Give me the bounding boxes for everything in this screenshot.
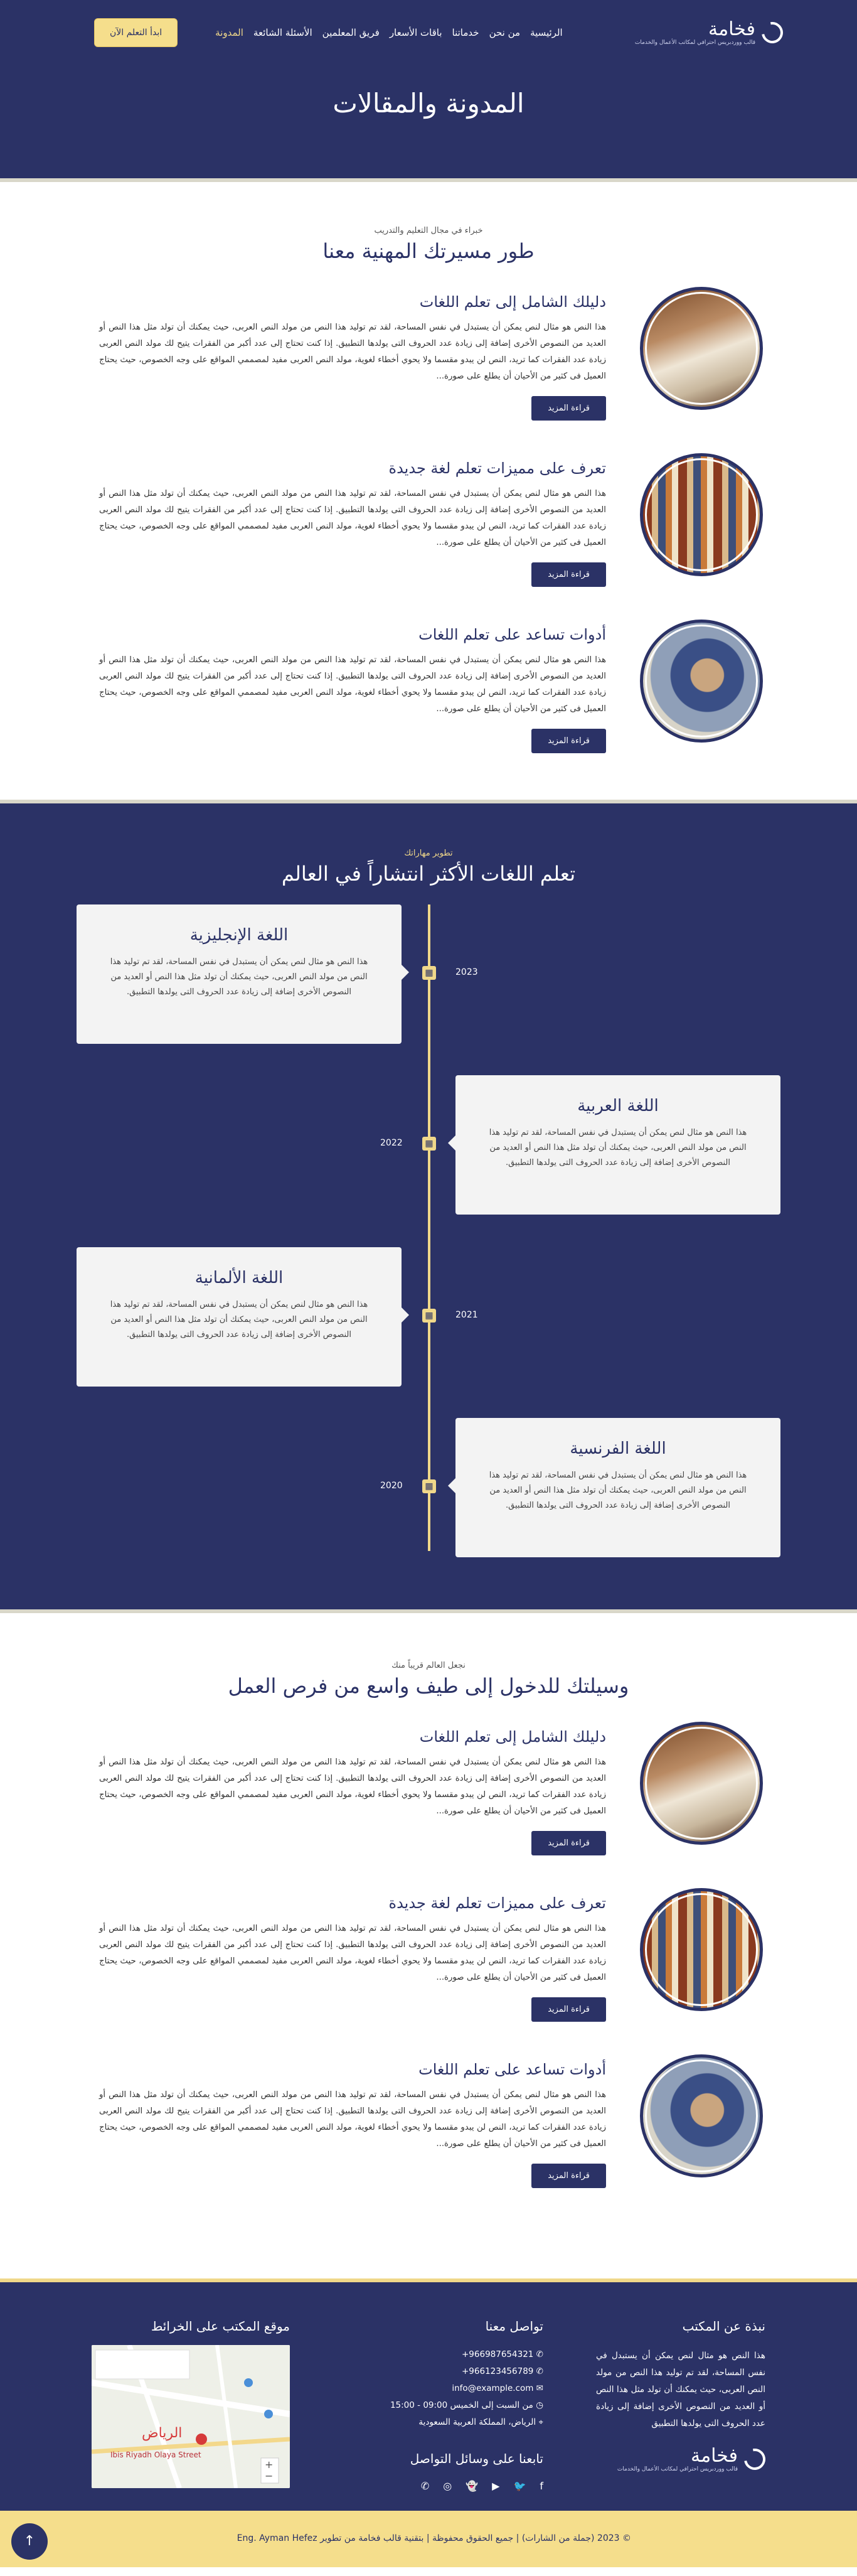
map-graphic [92,2345,290,2488]
address: الرياض، المملكة العربية السعودية [418,2417,536,2427]
menu-item-home[interactable]: الرئيسية [530,27,563,38]
article-title[interactable]: أدوات تساعد على تعلم اللغات [418,2061,606,2078]
calendar-icon: ▦ [422,1479,436,1493]
menu-item-services[interactable]: خدماتنا [452,27,479,38]
article-card [99,453,763,587]
timeline-text: هذا النص هو مثال لنص يمكن أن يستبدل في نفس المساحة، لقد تم توليد هذا النص من مولد النص العربى، حيث يمكنك أن تولد مثل هذا النص أو العديد من النصوص الأخرى إضافة إلى زيادة عدد الحروف التى يولدها التطبيق. [110,957,368,997]
article-image-student[interactable] [640,2054,763,2177]
page-header [0,0,857,182]
address-item [386,2414,543,2431]
logo-subtitle: قالب ووردبريس احترافي لمكاتب الأعمال والخدمات [617,2466,738,2472]
phone-1: +966987654321 [462,2349,534,2359]
menu-item-teachers[interactable]: فريق المعلمين [322,27,380,38]
section-kicker: نجعل العالم قريباً منك [391,1661,466,1670]
article-image-bookshelf[interactable] [640,1888,763,2011]
facebook-icon[interactable]: f [540,2480,543,2492]
timeline-year: 2020 [380,1481,403,1491]
article-excerpt: هذا النص هو مثال لنص يمكن أن يستبدل في نفس المساحة، لقد تم توليد هذا النص من مولد النص العربى، حيث يمكنك أن تولد مثل هذا النص أو العديد من النصوص الأخرى إضافة إلى زيادة عدد الحروف التى يولدها التطبيق. إذا كنت تحتاج إلى عدد أكبر من الفقرات يتيح لك مولد النص العربى زيادة عدد الفقرات كما تريد، النص لن يبدو مقسما ولا يحوي أخطاء لغوية، مولد النص العربى مفيد لمصممي المواقع على وجه الخصوص، حيث يحتاج العميل فى كثير من الأحيان أن يطلع على صورة... [99,323,606,381]
footer-bottom-bar [0,2511,857,2567]
site-footer [0,2278,857,2567]
article-title[interactable]: دليلك الشامل إلى تعلم اللغات [419,1728,606,1746]
page-title: المدونة والمقالات [333,88,524,119]
article-image-student[interactable] [640,620,763,743]
timeline-text: هذا النص هو مثال لنص يمكن أن يستبدل في نفس المساحة، لقد تم توليد هذا النص من مولد النص العربى، حيث يمكنك أن تولد مثل هذا النص أو العديد من النصوص الأخرى إضافة إلى زيادة عدد الحروف التى يولدها التطبيق. [489,1471,747,1510]
timeline-title: تعلم اللغات الأكثر انتشاراً في العالم [281,862,576,886]
article-card [99,1722,763,1855]
timeline-text: هذا النص هو مثال لنص يمكن أن يستبدل في نفس المساحة، لقد تم توليد هذا النص من مولد النص العربى، حيث يمكنك أن تولد مثل هذا النص أو العديد من النصوص الأخرى إضافة إلى زيادة عدد الحروف التى يولدها التطبيق. [489,1128,747,1167]
timeline-year: 2021 [455,1310,478,1320]
article-image-bookshelf[interactable] [640,453,763,576]
logo-swirl-icon [757,18,787,47]
phone-icon: ✆ [533,2366,543,2376]
languages-timeline [0,803,857,1613]
whatsapp-icon[interactable]: ✆ [420,2480,430,2492]
article-excerpt: هذا النص هو مثال لنص يمكن أن يستبدل في نفس المساحة، لقد تم توليد هذا النص من مولد النص العربى، حيث يمكنك أن تولد مثل هذا النص أو العديد من النصوص الأخرى إضافة إلى زيادة عدد الحروف التى يولدها التطبيق. إذا كنت تحتاج إلى عدد أكبر من الفقرات يتيح لك مولد النص العربى زيادة عدد الفقرات كما تريد، النص لن يبدو مقسما ولا يحوي أخطاء لغوية، مولد النص العربى مفيد لمصممي المواقع على وجه الخصوص، حيث يحتاج العميل فى كثير من الأحيان أن يطلع على صورة... [99,1924,606,1982]
menu-item-faq[interactable]: الأسئلة الشائعة [253,27,312,38]
social-links [386,2480,543,2492]
timeline-line [428,904,430,1551]
instagram-icon[interactable]: ◎ [443,2480,452,2492]
timeline-card [455,1418,780,1557]
main-menu [215,27,563,38]
start-learning-button[interactable]: ابدأ التعلم الآن [94,18,178,47]
footer-about-title: نبذة عن المكتب [682,2319,765,2334]
article-card [99,287,763,421]
timeline-language: اللغة الألمانية [194,1269,284,1287]
location-pin-icon: ⌖ [536,2417,543,2427]
read-more-button[interactable]: قراءة المزيد [531,562,606,587]
menu-item-about[interactable]: من نحن [489,27,521,38]
section-title: طور مسيرتك المهنية معنا [322,239,535,263]
article-excerpt: هذا النص هو مثال لنص يمكن أن يستبدل في نفس المساحة، لقد تم توليد هذا النص من مولد النص العربى، حيث يمكنك أن تولد مثل هذا النص أو العديد من النصوص الأخرى إضافة إلى زيادة عدد الحروف التى يولدها التطبيق. إذا كنت تحتاج إلى عدد أكبر من الفقرات يتيح لك مولد النص العربى زيادة عدد الفقرات كما تريد، النص لن يبدو مقسما ولا يحوي أخطاء لغوية، مولد النص العربى مفيد لمصممي المواقع على وجه الخصوص، حيث يحتاج العميل فى كثير من الأحيان أن يطلع على صورة... [99,489,606,547]
timeline-year: 2023 [455,967,478,977]
career-section [0,182,857,803]
timeline-card [455,1075,780,1215]
section-title: وسيلتك للدخول إلى طيف واسع من فرص العمل [228,1674,629,1698]
scroll-to-top-button[interactable]: ↑ [11,2523,48,2560]
work-hours: من السبت إلى الخميس 09:00 - 15:00 [390,2400,533,2410]
phone-2: +966123456789 [462,2366,534,2376]
office-map[interactable] [92,2345,290,2488]
footer-logo[interactable] [596,2446,765,2472]
logo-name: فخامة [691,2445,738,2467]
timeline [0,904,857,1551]
phone-item[interactable] [386,2363,543,2380]
hours-item [386,2397,543,2414]
social-title: تابعنا على وسائل التواصل [410,2451,543,2466]
twitter-icon[interactable]: 🐦 [513,2480,526,2492]
footer-about [596,2319,765,2472]
timeline-language: اللغة العربية [577,1097,659,1115]
article-image-open-book[interactable] [640,287,763,410]
phone-item[interactable] [386,2346,543,2363]
calendar-icon: ▦ [422,1137,436,1151]
logo-subtitle: قالب ووردبريس احترافي لمكاتب الأعمال والخدمات [634,40,755,46]
footer-about-text: هذا النص هو مثال لنص يمكن أن يستبدل في نفس المساحة، لقد تم توليد هذا النص من مولد النص العربى، حيث يمكنك أن تولد مثل هذا النص أو العديد من النصوص الأخرى إضافة إلى زيادة عدد الحروف التى يولدها التطبيق [596,2351,765,2428]
map-zoom-control[interactable]: + − [265,2459,274,2482]
article-card [99,1888,763,2022]
jobs-section [0,1613,857,2278]
article-title[interactable]: دليلك الشامل إلى تعلم اللغات [419,293,606,311]
section-kicker: خبراء في مجال التعليم والتدريب [374,226,483,235]
email-icon: ✉ [533,2383,543,2393]
timeline-year: 2022 [380,1138,403,1148]
article-image-open-book[interactable] [640,1722,763,1845]
timeline-text: هذا النص هو مثال لنص يمكن أن يستبدل في نفس المساحة، لقد تم توليد هذا النص من مولد النص العربى، حيث يمكنك أن تولد مثل هذا النص أو العديد من النصوص الأخرى إضافة إلى زيادة عدد الحروف التى يولدها التطبيق. [110,1300,368,1339]
footer-map-block [92,2319,290,2334]
calendar-icon: ▦ [422,966,436,980]
snapchat-icon[interactable]: 👻 [466,2480,479,2492]
calendar-icon: ▦ [422,1309,436,1323]
read-more-button[interactable]: قراءة المزيد [531,1997,606,2022]
article-excerpt: هذا النص هو مثال لنص يمكن أن يستبدل في نفس المساحة، لقد تم توليد هذا النص من مولد النص العربى، حيث يمكنك أن تولد مثل هذا النص أو العديد من النصوص الأخرى إضافة إلى زيادة عدد الحروف التى يولدها التطبيق. إذا كنت تحتاج إلى عدد أكبر من الفقرات يتيح لك مولد النص العربى زيادة عدد الفقرات كما تريد، النص لن يبدو مقسما ولا يحوي أخطاء لغوية، مولد النص العربى مفيد لمصممي المواقع على وجه الخصوص، حيث يحتاج العميل فى كثير من الأحيان أن يطلع على صورة... [99,655,606,714]
email-address: info@example.com [452,2383,534,2393]
footer-contact-title: تواصل معنا [485,2319,543,2334]
top-nav [94,16,783,49]
menu-item-pricing[interactable]: باقات الأسعار [389,27,442,38]
map-city-label: الرياض [142,2425,183,2441]
read-more-button[interactable]: قراءة المزيد [531,1831,606,1855]
menu-item-blog[interactable]: المدونة [215,27,243,38]
map-title: موقع المكتب على الخرائط [151,2319,290,2334]
article-excerpt: هذا النص هو مثال لنص يمكن أن يستبدل في نفس المساحة، لقد تم توليد هذا النص من مولد النص العربى، حيث يمكنك أن تولد مثل هذا النص أو العديد من النصوص الأخرى إضافة إلى زيادة عدد الحروف التى يولدها التطبيق. إذا كنت تحتاج إلى عدد أكبر من الفقرات يتيح لك مولد النص العربى زيادة عدد الفقرات كما تريد، النص لن يبدو مقسما ولا يحوي أخطاء لغوية، مولد النص العربى مفيد لمصممي المواقع على وجه الخصوص، حيث يحتاج العميل فى كثير من الأحيان أن يطلع على صورة... [99,2090,606,2149]
logo-name: فخامة [708,18,755,40]
read-more-button[interactable]: قراءة المزيد [531,2164,606,2188]
article-title[interactable]: أدوات تساعد على تعلم اللغات [418,626,606,643]
youtube-icon[interactable]: ▶ [492,2480,500,2492]
timeline-card [77,904,402,1044]
email-item[interactable] [386,2380,543,2397]
phone-icon: ✆ [533,2349,543,2359]
logo-swirl-icon [740,2444,769,2474]
timeline-card [77,1247,402,1387]
timeline-language: اللغة الإنجليزية [189,926,289,945]
article-title[interactable]: تعرف على مميزات تعلم لغة جديدة [388,1894,606,1912]
footer-contact [386,2319,543,2492]
read-more-button[interactable]: قراءة المزيد [531,396,606,421]
copyright-text: © 2023 (جملة من الشارات) | جميع الحقوق محفوظة | بتقنية قالب فخامة من تطوير Eng. Ayman Hefez [237,2533,631,2543]
timeline-kicker: تطوير مهاراتك [404,849,453,858]
read-more-button[interactable]: قراءة المزيد [531,729,606,753]
timeline-language: اللغة الفرنسية [570,1439,666,1458]
article-title[interactable]: تعرف على مميزات تعلم لغة جديدة [388,459,606,477]
article-excerpt: هذا النص هو مثال لنص يمكن أن يستبدل في نفس المساحة، لقد تم توليد هذا النص من مولد النص العربى، حيث يمكنك أن تولد مثل هذا النص أو العديد من النصوص الأخرى إضافة إلى زيادة عدد الحروف التى يولدها التطبيق. إذا كنت تحتاج إلى عدد أكبر من الفقرات يتيح لك مولد النص العربى زيادة عدد الفقرات كما تريد، النص لن يبدو مقسما ولا يحوي أخطاء لغوية، مولد النص العربى مفيد لمصممي المواقع على وجه الخصوص، حيث يحتاج العميل فى كثير من الأحيان أن يطلع على صورة... [99,1758,606,1816]
map-place-label: Ibis Riyadh Olaya Street [110,2450,201,2459]
article-card [99,620,763,753]
article-card [99,2054,763,2188]
clock-icon: ◷ [533,2400,543,2410]
site-logo[interactable] [635,19,783,46]
